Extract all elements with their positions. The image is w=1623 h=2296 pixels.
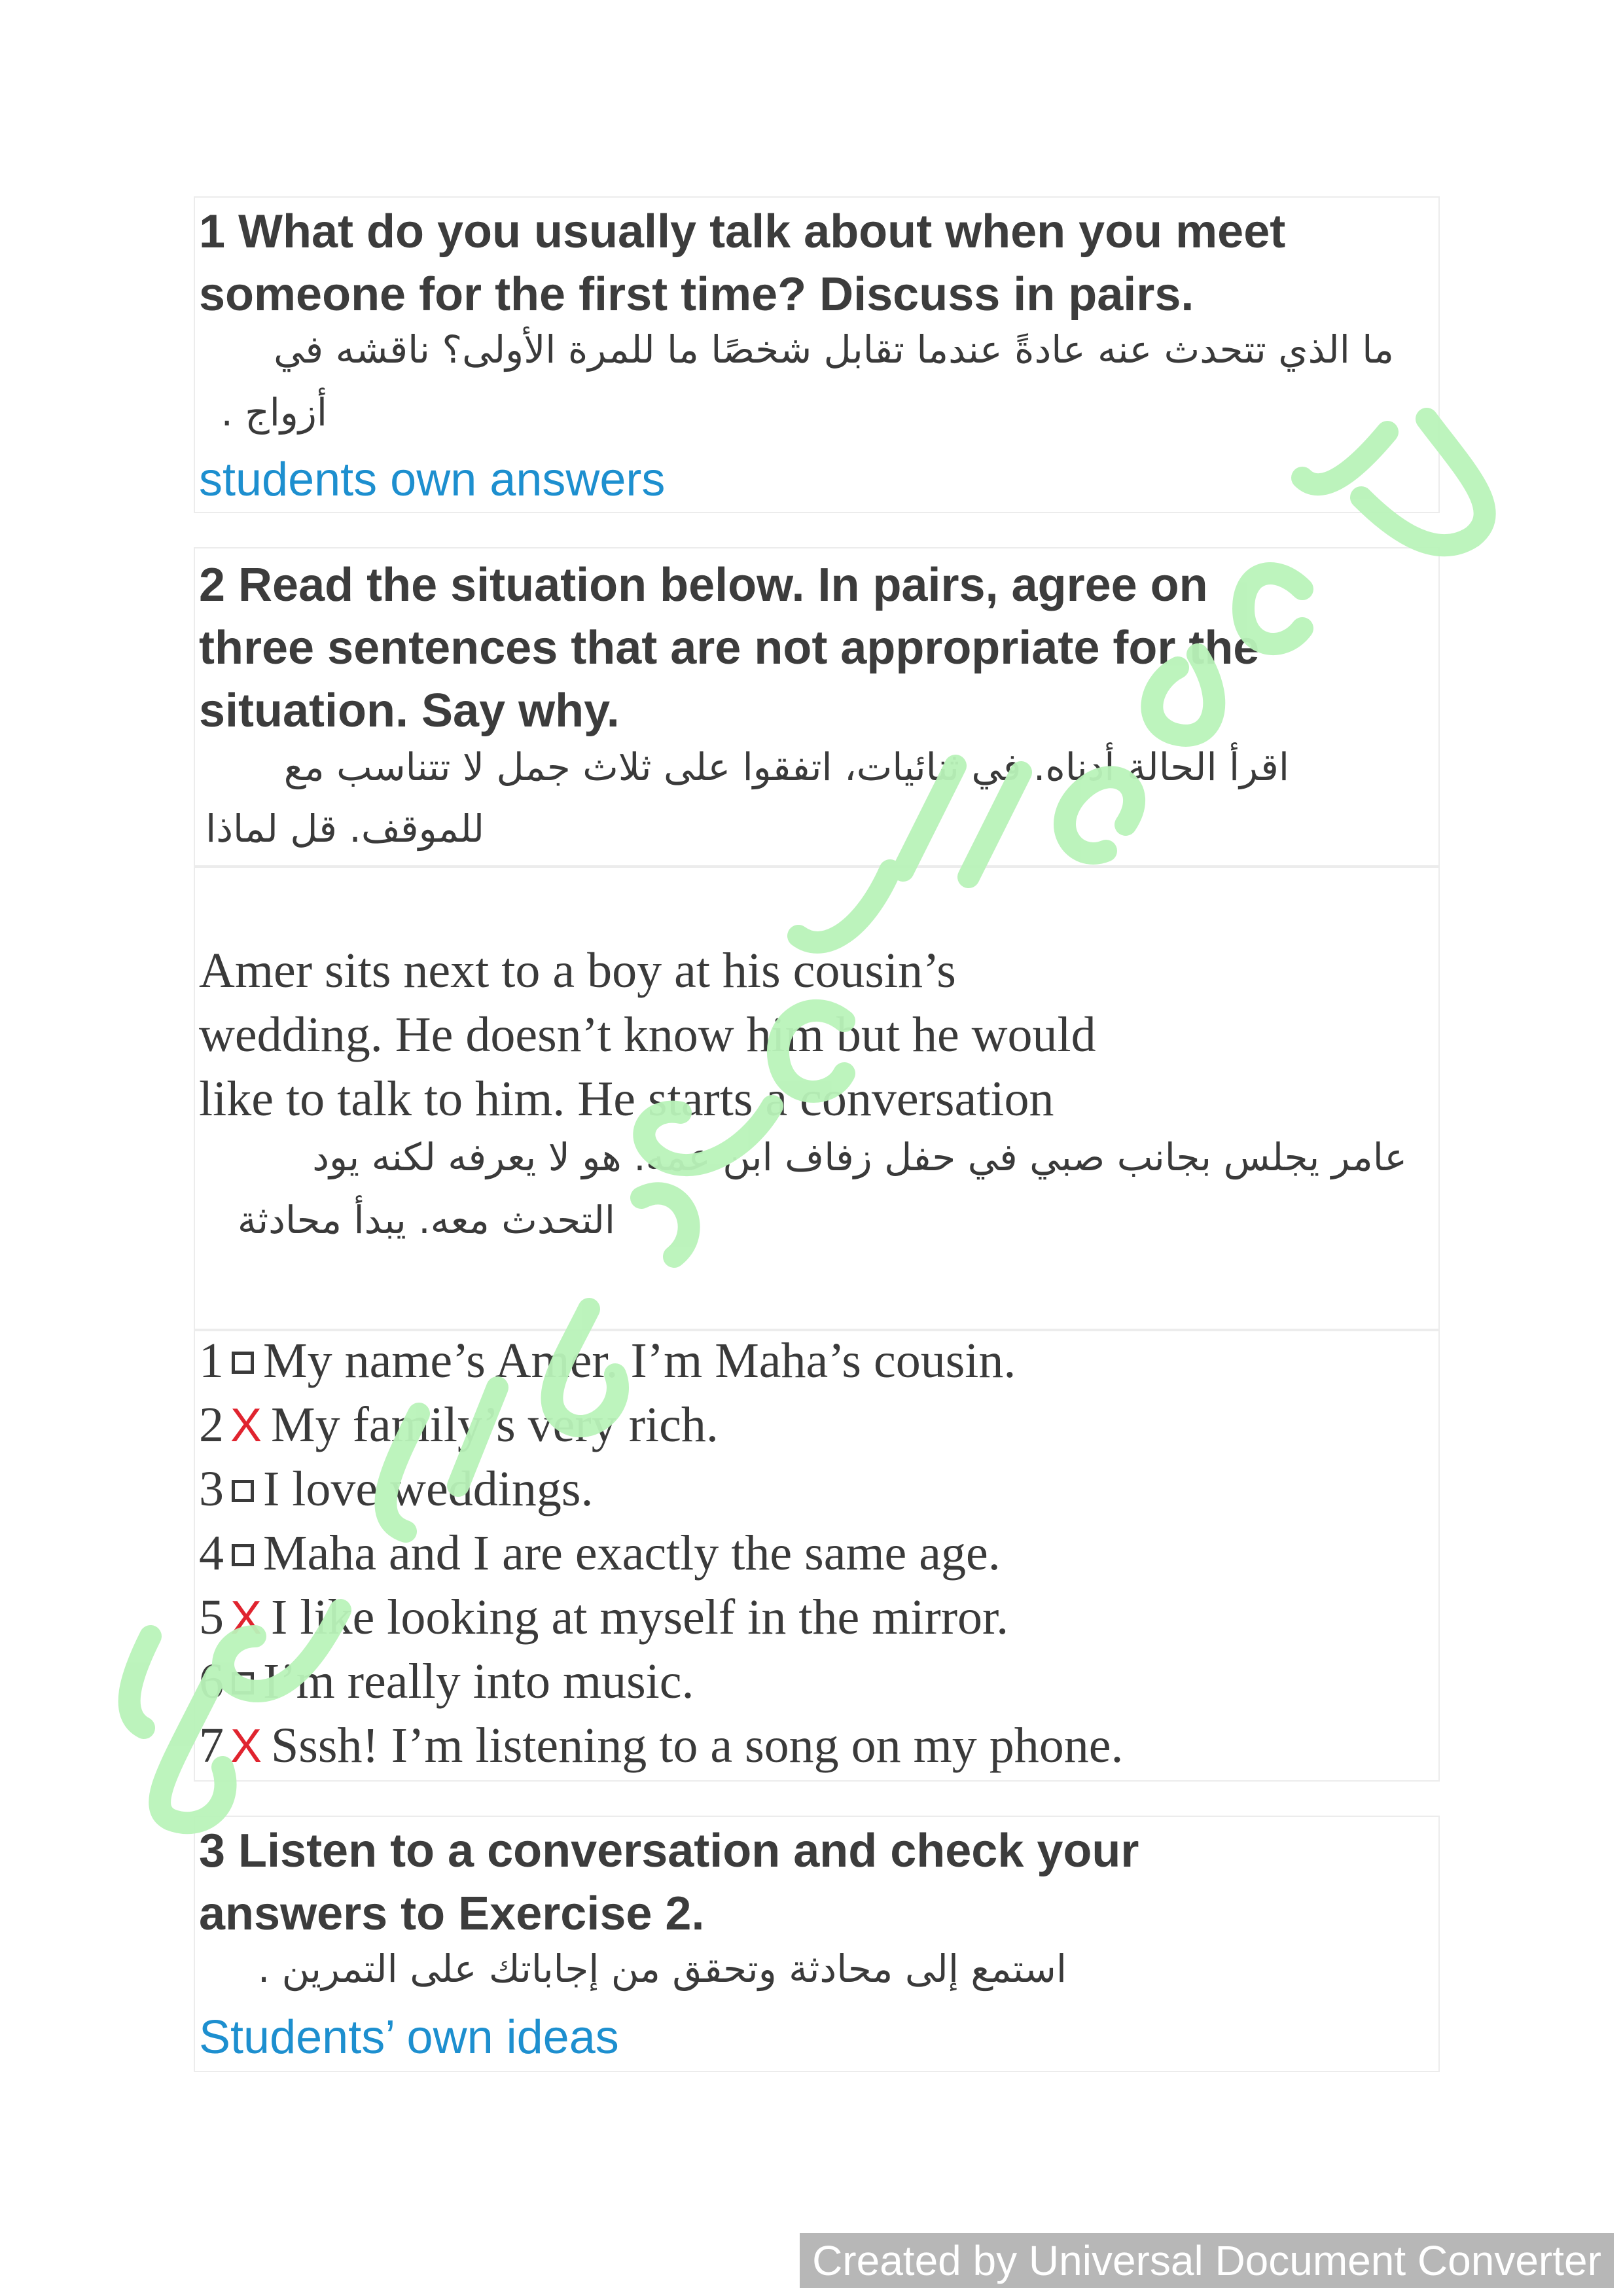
sentence-text: I like looking at myself in the mirror. [271,1590,1009,1645]
situation-line-2: wedding. He doesn’t know him but he would [199,1007,1096,1062]
footer-converter-banner: Created by Universal Document Converter [800,2233,1614,2288]
sentence-text: Sssh! I’m listening to a song on my phone. [271,1718,1124,1773]
sentence-number: 2 [199,1397,224,1452]
question-1-heading-line-1: 1 What do you usually talk about when you meet [199,206,1286,258]
sentence-number: 4 [199,1526,224,1581]
question-3-heading-line-1: 3 Listen to a conversation and check your [199,1825,1139,1877]
sentence-number: 1 [199,1333,224,1388]
sentence-text: I’m really into music. [263,1654,694,1709]
situation-line-1: Amer sits next to a boy at his cousin’s [199,943,956,998]
cross-mark-icon: X [230,1720,262,1772]
situation-arabic-line-2: التحدث معه. يبدأ محادثة [237,1198,615,1242]
sentence-text: Maha and I are exactly the same age. [263,1526,1001,1581]
checkbox-icon[interactable] [232,1544,254,1566]
sentence-text: My family’s very rich. [271,1397,719,1452]
question-3-answer: Students’ own ideas [199,2011,619,2064]
question-2-arabic-line-1: اقرأ الحالة أدناه. في ثنائيات، اتفقوا على ثلاث جمل لا تتناسب مع [283,745,1289,789]
question-2-heading-line-1: 2 Read the situation below. In pairs, agree on [199,559,1208,611]
question-1-heading-line-2: someone for the first time? Discuss in pairs. [199,268,1194,321]
sentence-item [199,1333,1016,1390]
question-1-arabic-line-2: أزواج . [221,390,327,435]
sentence-item [199,1589,1008,1646]
checkbox-icon[interactable] [232,1480,254,1502]
question-2-heading-line-2: three sentences that are not appropriate for the [199,622,1260,674]
situation-arabic-line-1: عامر يجلس بجانب صبي في حفل زفاف ابن عمه. هو لا يعرفه لكنه يود [312,1135,1407,1179]
question-2-arabic-line-2: للموقف. قل لماذا [205,806,484,851]
sentence-item [199,1717,1124,1774]
question-1-arabic-line-1: ما الذي تتحدث عنه عادةً عندما تقابل شخصًا ما للمرة الأولى؟ ناقشه في [274,327,1394,372]
sentence-number: 5 [199,1590,224,1645]
question-3-arabic-line-1: استمع إلى محادثة وتحقق من إجاباتك على التمرين . [257,1946,1067,1991]
sentence-item [199,1525,1001,1582]
question-2-heading-line-3: situation. Say why. [199,685,620,737]
cross-mark-icon: X [230,1399,262,1452]
cross-mark-icon: X [230,1592,262,1644]
sentence-number: 3 [199,1462,224,1516]
question-1-answer: students own answers [199,454,666,506]
sentence-item [199,1461,593,1518]
sentence-text: My name’s Amer. I’m Maha’s cousin. [263,1333,1016,1388]
sentence-number: 6 [199,1654,224,1709]
sentence-number: 7 [199,1718,224,1773]
sentence-item [199,1397,719,1454]
checkbox-icon[interactable] [232,1672,254,1695]
sentence-item [199,1653,694,1710]
question-3-heading-line-2: answers to Exercise 2. [199,1888,705,1940]
sentence-text: I love weddings. [263,1462,594,1516]
situation-line-3: like to talk to him. He starts a conversation [199,1071,1054,1126]
checkbox-icon[interactable] [232,1352,254,1374]
